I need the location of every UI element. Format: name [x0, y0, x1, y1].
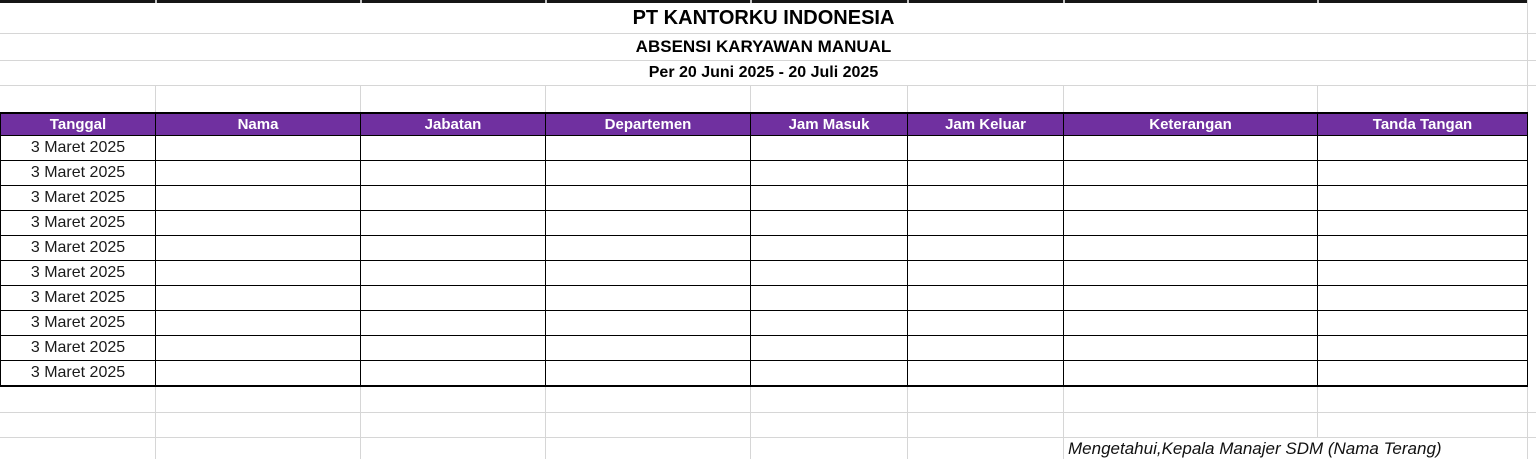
empty-cell[interactable]	[546, 236, 751, 261]
gridline	[1063, 387, 1064, 459]
empty-cell[interactable]	[908, 211, 1064, 236]
table-header-row	[1, 114, 1528, 136]
gridline	[545, 85, 546, 112]
empty-cell[interactable]	[546, 211, 751, 236]
gridline	[1317, 85, 1318, 112]
signature-note[interactable]: Mengetahui,Kepala Manajer SDM (Nama Terang)	[1068, 439, 1442, 458]
gridline	[360, 85, 361, 112]
empty-cell[interactable]	[908, 361, 1064, 386]
empty-cell[interactable]	[1318, 186, 1528, 211]
column-header-tanda-tangan[interactable]: Tanda Tangan	[1318, 114, 1528, 136]
table-row	[1, 236, 1528, 261]
empty-cell[interactable]	[546, 286, 751, 311]
document-title[interactable]: ABSENSI KARYAWAN MANUAL	[635, 37, 892, 56]
empty-cell[interactable]	[1064, 186, 1318, 211]
empty-cell[interactable]	[1318, 286, 1528, 311]
gridline	[1527, 0, 1528, 112]
empty-cell[interactable]	[546, 261, 751, 286]
empty-cell[interactable]	[361, 336, 546, 361]
empty-cell[interactable]	[156, 136, 361, 161]
date-cell[interactable]: 3 Maret 2025	[1, 186, 156, 211]
gridline	[907, 85, 908, 112]
empty-cell[interactable]	[908, 236, 1064, 261]
gridline	[1527, 387, 1528, 459]
empty-cell[interactable]	[156, 336, 361, 361]
table-row	[1, 136, 1528, 161]
empty-cell[interactable]	[1318, 336, 1528, 361]
empty-cell[interactable]	[751, 186, 908, 211]
date-cell[interactable]: 3 Maret 2025	[1, 211, 156, 236]
empty-cell[interactable]	[361, 211, 546, 236]
empty-cell[interactable]	[751, 136, 908, 161]
empty-cell[interactable]	[908, 161, 1064, 186]
gridline	[1063, 85, 1064, 112]
empty-cell[interactable]	[1064, 286, 1318, 311]
empty-cell[interactable]	[1064, 211, 1318, 236]
table-row	[1, 261, 1528, 286]
gridline	[155, 387, 156, 459]
empty-cell[interactable]	[1318, 211, 1528, 236]
empty-cell[interactable]	[1318, 161, 1528, 186]
column-header-jam-keluar[interactable]: Jam Keluar	[908, 114, 1064, 136]
empty-cell[interactable]	[156, 161, 361, 186]
empty-cell[interactable]	[546, 361, 751, 386]
company-title[interactable]: PT KANTORKU INDONESIA	[632, 7, 895, 29]
empty-cell[interactable]	[546, 336, 751, 361]
table-row	[1, 211, 1528, 236]
empty-cell[interactable]	[156, 311, 361, 336]
gridline	[750, 387, 751, 459]
empty-cell[interactable]	[751, 336, 908, 361]
empty-cell[interactable]	[751, 211, 908, 236]
date-cell[interactable]: 3 Maret 2025	[1, 261, 156, 286]
empty-cell[interactable]	[908, 186, 1064, 211]
column-header-nama[interactable]: Nama	[156, 114, 361, 136]
empty-cell[interactable]	[751, 311, 908, 336]
empty-cell[interactable]	[156, 261, 361, 286]
empty-cell[interactable]	[156, 211, 361, 236]
empty-cell[interactable]	[546, 161, 751, 186]
empty-cell[interactable]	[1064, 136, 1318, 161]
table-row	[1, 186, 1528, 211]
date-cell[interactable]: 3 Maret 2025	[1, 136, 156, 161]
empty-cell[interactable]	[361, 236, 546, 261]
empty-cell[interactable]	[751, 161, 908, 186]
date-cell[interactable]: 3 Maret 2025	[1, 311, 156, 336]
empty-cell[interactable]	[1318, 136, 1528, 161]
gridline	[155, 85, 156, 112]
empty-cell[interactable]	[1064, 336, 1318, 361]
empty-cell[interactable]	[751, 236, 908, 261]
empty-cell[interactable]	[1318, 311, 1528, 336]
empty-cell[interactable]	[751, 361, 908, 386]
table-row	[1, 336, 1528, 361]
empty-cell[interactable]	[361, 311, 546, 336]
empty-cell[interactable]	[361, 286, 546, 311]
empty-cell[interactable]	[1064, 261, 1318, 286]
table-row	[1, 286, 1528, 311]
empty-cell[interactable]	[546, 186, 751, 211]
date-cell[interactable]: 3 Maret 2025	[1, 336, 156, 361]
gridline	[1317, 387, 1318, 437]
empty-cell[interactable]	[908, 311, 1064, 336]
table-row	[1, 311, 1528, 336]
gridline	[0, 60, 1536, 61]
empty-cell[interactable]	[1064, 361, 1318, 386]
gridline	[0, 85, 1536, 86]
date-cell[interactable]: 3 Maret 2025	[1, 161, 156, 186]
empty-cell[interactable]	[156, 286, 361, 311]
table-row	[1, 361, 1528, 386]
empty-cell[interactable]	[908, 136, 1064, 161]
empty-cell[interactable]	[1318, 261, 1528, 286]
empty-cell[interactable]	[1064, 236, 1318, 261]
empty-cell[interactable]	[361, 186, 546, 211]
empty-cell[interactable]	[908, 286, 1064, 311]
table-row	[1, 161, 1528, 186]
empty-cell[interactable]	[1318, 236, 1528, 261]
empty-cell[interactable]	[546, 136, 751, 161]
column-header-departemen[interactable]: Departemen	[546, 114, 751, 136]
empty-cell[interactable]	[361, 136, 546, 161]
gridline	[360, 387, 361, 459]
empty-cell[interactable]	[751, 286, 908, 311]
date-cell[interactable]: 3 Maret 2025	[1, 361, 156, 386]
empty-cell[interactable]	[361, 361, 546, 386]
empty-cell[interactable]	[908, 261, 1064, 286]
column-header-jabatan[interactable]: Jabatan	[361, 114, 546, 136]
empty-cell[interactable]	[546, 311, 751, 336]
column-header-keterangan[interactable]: Keterangan	[1064, 114, 1318, 136]
gridline	[0, 33, 1536, 34]
empty-cell[interactable]	[1064, 311, 1318, 336]
empty-cell[interactable]	[1064, 161, 1318, 186]
empty-cell[interactable]	[1318, 361, 1528, 386]
gridline	[545, 387, 546, 459]
empty-cell[interactable]	[156, 361, 361, 386]
date-cell[interactable]: 3 Maret 2025	[1, 286, 156, 311]
empty-cell[interactable]	[361, 261, 546, 286]
gridline	[907, 387, 908, 459]
column-header-jam-masuk[interactable]: Jam Masuk	[751, 114, 908, 136]
gridline	[750, 85, 751, 112]
empty-cell[interactable]	[156, 236, 361, 261]
attendance-table	[0, 112, 1528, 387]
period-label[interactable]: Per 20 Juni 2025 - 20 Juli 2025	[648, 64, 879, 81]
empty-cell[interactable]	[751, 261, 908, 286]
gridline	[0, 412, 1536, 413]
empty-cell[interactable]	[908, 336, 1064, 361]
empty-cell[interactable]	[156, 186, 361, 211]
date-cell[interactable]: 3 Maret 2025	[1, 236, 156, 261]
table-body	[1, 136, 1528, 386]
empty-cell[interactable]	[361, 161, 546, 186]
column-header-tanggal[interactable]: Tanggal	[1, 114, 156, 136]
